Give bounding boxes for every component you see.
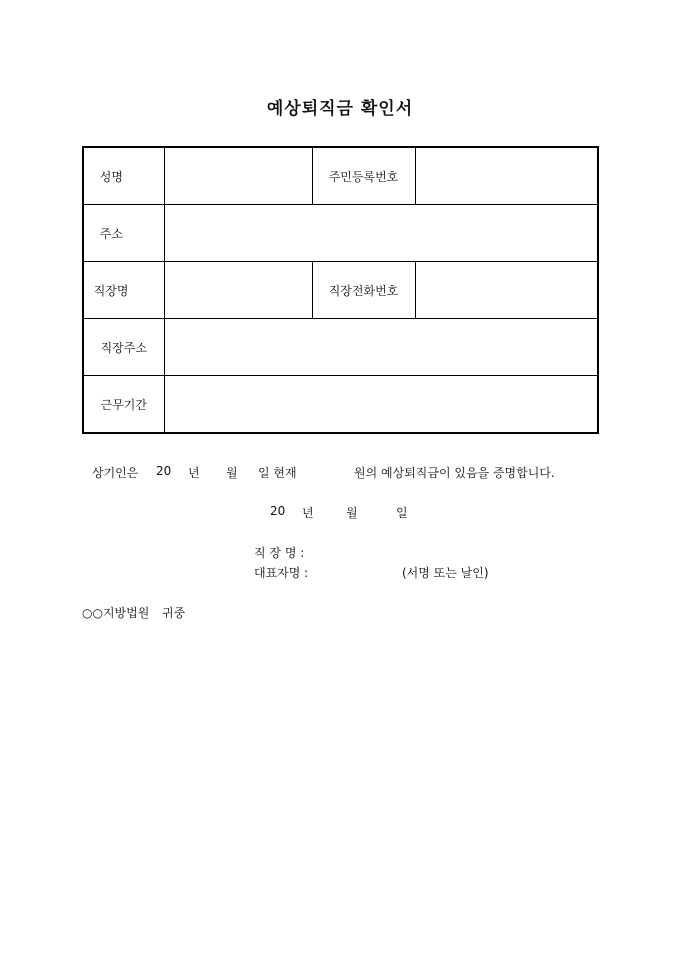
address-label-cell [83,205,164,262]
info-table [82,146,599,434]
table-row [83,205,598,262]
work-phone-field[interactable] [415,262,598,319]
address-field[interactable] [164,205,598,262]
date-year-prefix: 20 [270,504,286,518]
seal-note: (서명 또는 날인) [402,566,489,580]
address-label: 주소 [99,226,123,241]
name-field[interactable] [164,147,312,205]
date-month: 월 [346,506,358,520]
period-field[interactable] [164,376,598,434]
statement-part2: 원의 예상퇴직금이 있음을 증명합니다. [354,466,555,480]
statement-month: 월 [226,466,238,480]
table-row [83,319,598,376]
rrn-label: 주민등록번호 [312,147,415,205]
rrn-field[interactable] [415,147,598,205]
court-suffix: 귀중 [162,606,186,620]
court-name: ○○지방법원 [82,606,150,620]
work-address-field[interactable] [164,319,598,376]
signature-workplace-label: 직 장 명 : [254,546,305,560]
statement-day-now: 일 현재 [258,466,297,480]
work-address-label: 직장주소 [83,319,164,376]
table-row [83,376,598,434]
table-row [83,262,598,319]
document-title: 예상퇴직금 확인서 [266,99,414,119]
workplace-label: 직장명 [93,283,129,298]
statement-part1: 상기인은 [92,466,139,480]
statement-year: 년 [188,466,200,480]
period-label: 근무기간 [83,376,164,434]
workplace-field[interactable] [164,262,312,319]
workplace-label-cell [83,262,164,319]
date-day: 일 [396,506,408,520]
date-year: 년 [302,506,314,520]
table-row [83,147,598,205]
signature-rep-label: 대표자명 : [254,566,309,580]
statement-year-prefix: 20 [156,464,172,478]
name-label-cell [83,147,164,205]
name-label: 성명 [99,169,123,184]
work-phone-label: 직장전화번호 [312,262,415,319]
